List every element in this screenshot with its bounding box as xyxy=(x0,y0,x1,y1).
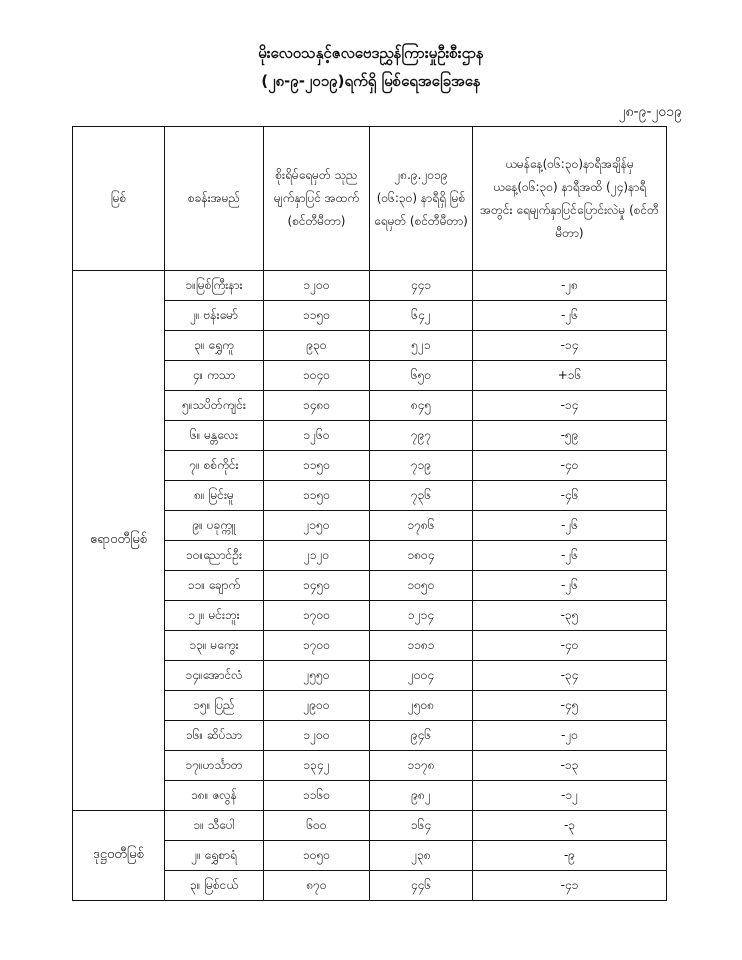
station-name: ၅။သပိတ်ကျင်း xyxy=(165,391,264,421)
danger-level: ၁၇၀၀ xyxy=(264,601,370,631)
river-name: ဒုဋ္ဌဝတီမြစ် xyxy=(73,811,165,901)
water-level: ၅၂၁ xyxy=(370,331,473,361)
danger-level: ၂၉၀၀ xyxy=(264,691,370,721)
level-change: -၂၆ xyxy=(473,571,667,601)
header-24h-change: ယမန်နေ့(၀၆:၃၀)နာရီအချိန်မှ ယနေ့(၀၆:၃၀) နာရီအထိ (၂၄)နာရီအတွင်း ရေမျက်နှာပြင်ပြောင်းလဲမှု (စင်တီမီတာ) xyxy=(473,127,667,271)
level-change: -၂၆ xyxy=(473,301,667,331)
danger-level: ၆၀၀ xyxy=(264,811,370,841)
station-name: ၁၀။ညောင်ဦး xyxy=(165,541,264,571)
danger-level: ၁၂၀၀ xyxy=(264,271,370,301)
station-name: ၁၁။ ချောက် xyxy=(165,571,264,601)
level-change: -၄၀ xyxy=(473,631,667,661)
station-name: ၂။ ရွှေစာရံ xyxy=(165,841,264,871)
station-name: ၁၈။ ဇလွန် xyxy=(165,781,264,811)
level-change: -၂၀ xyxy=(473,721,667,751)
river-name: ဧရာဝတီမြစ် xyxy=(73,271,165,811)
station-name: ၁၄။အောင်လံ xyxy=(165,661,264,691)
water-level: ၇၃၆ xyxy=(370,481,473,511)
water-level: ၉၈၂ xyxy=(370,781,473,811)
danger-level: ၁၁၅၀ xyxy=(264,301,370,331)
water-level: ၁၁၇၈ xyxy=(370,751,473,781)
danger-level: ၂၁၅၀ xyxy=(264,511,370,541)
level-change: -၁၂ xyxy=(473,781,667,811)
danger-level: ၂၅၅၀ xyxy=(264,661,370,691)
water-level: ၆၅၀ xyxy=(370,361,473,391)
danger-level: ၁၂၆၀ xyxy=(264,421,370,451)
level-change: -၃၅ xyxy=(473,601,667,631)
river-level-table xyxy=(72,126,667,901)
level-change: -၉ xyxy=(473,841,667,871)
station-name: ၁၆။ ဆိပ်သာ xyxy=(165,721,264,751)
station-name: ၄။ ကသာ xyxy=(165,361,264,391)
report-date: ၂၈-၉-၂၀၁၉ xyxy=(618,104,682,120)
water-level: ၂၅၀၈ xyxy=(370,691,473,721)
station-name: ၃။ မြစ်ငယ် xyxy=(165,871,264,901)
table-body xyxy=(73,271,667,901)
level-change: -၂၈ xyxy=(473,271,667,301)
water-level: ၉၄၆ xyxy=(370,721,473,751)
station-name: ၁၇။ဟင်္သာတ xyxy=(165,751,264,781)
water-level: ၁၁၈၁ xyxy=(370,631,473,661)
level-change: -၁၄ xyxy=(473,331,667,361)
level-change: -၁၄ xyxy=(473,391,667,421)
report-subtitle: (၂၈-၉-၂၀၁၉)ရက်ရှိ မြစ်ရေအခြေအနေ xyxy=(261,72,481,90)
water-level: ၄၄၆ xyxy=(370,871,473,901)
station-name: ၂။ ဗန်းမော် xyxy=(165,301,264,331)
level-change: -၅၉ xyxy=(473,421,667,451)
header-station: စခန်းအမည် xyxy=(165,127,264,271)
header-danger-level: စိုးရိမ်ရေမှတ် သုည မျက်နှာပြင် အထက် (စင်တီမီတာ) xyxy=(264,127,370,271)
table-row xyxy=(73,271,667,301)
station-name: ၁၅။ ပြည် xyxy=(165,691,264,721)
level-change: -၃ xyxy=(473,811,667,841)
level-change: -၄၁ xyxy=(473,871,667,901)
level-change: -၄၆ xyxy=(473,481,667,511)
level-change: -၄၅ xyxy=(473,691,667,721)
station-name: ၁။ သီပေါ xyxy=(165,811,264,841)
water-level: ၁၇၈၆ xyxy=(370,511,473,541)
station-name: ၃။ ရွှေကူ xyxy=(165,331,264,361)
station-name: ၁၂။ မင်းဘူး xyxy=(165,601,264,631)
station-name: ၇။ စစ်ကိုင်း xyxy=(165,451,264,481)
danger-level: ၁၀၅၀ xyxy=(264,841,370,871)
danger-level: ၈၇၀ xyxy=(264,871,370,901)
water-level: ၂၀၀၄ xyxy=(370,661,473,691)
header-row xyxy=(73,127,667,271)
station-name: ၁၃။ မကွေး xyxy=(165,631,264,661)
level-change: -၄၀ xyxy=(473,451,667,481)
level-change: -၂၆ xyxy=(473,511,667,541)
danger-level: ၁၃၄၂ xyxy=(264,751,370,781)
station-name: ၈။ မြင်းမူ xyxy=(165,481,264,511)
water-level: ၇၉၇ xyxy=(370,421,473,451)
danger-level: ၁၁၆၀ xyxy=(264,781,370,811)
table-row xyxy=(73,811,667,841)
danger-level: ၁၁၅၀ xyxy=(264,481,370,511)
level-change: -၁၃ xyxy=(473,751,667,781)
station-name: ၆။ မန္တလေး xyxy=(165,421,264,451)
header-water-level: ၂၈.၉.၂၀၁၉ (၀၆:၃၀) နာရီရှိ မြစ်ရေမှတ် (စင်တီမီတာ) xyxy=(370,127,473,271)
report-title: မိုးလေဝသနှင့်ဇလဗေဒညွှန်ကြားမှုဦးစီးဌာန xyxy=(258,44,484,62)
danger-level: ၂၁၂၀ xyxy=(264,541,370,571)
station-name: ၁။မြစ်ကြီးနား xyxy=(165,271,264,301)
danger-level: ၁၇၀၀ xyxy=(264,631,370,661)
header-river: မြစ် xyxy=(73,127,165,271)
danger-level: ၁၀၄၀ xyxy=(264,361,370,391)
water-level: ၂၃၈ xyxy=(370,841,473,871)
level-change: -၃၄ xyxy=(473,661,667,691)
water-level: ၁၂၁၄ xyxy=(370,601,473,631)
water-level: ၁၀၅၀ xyxy=(370,571,473,601)
water-level: ၁၆၄ xyxy=(370,811,473,841)
danger-level: ၁၄၅၀ xyxy=(264,571,370,601)
water-level: ၇၁၉ xyxy=(370,451,473,481)
danger-level: ၁၂၀၀ xyxy=(264,721,370,751)
water-level: ၆၄၂ xyxy=(370,301,473,331)
danger-level: ၁၁၅၀ xyxy=(264,451,370,481)
danger-level: ၁၄၈၀ xyxy=(264,391,370,421)
water-level: ၁၈၀၄ xyxy=(370,541,473,571)
level-change: +၁၆ xyxy=(473,361,667,391)
danger-level: ၉၃၀ xyxy=(264,331,370,361)
water-level: ၈၄၅ xyxy=(370,391,473,421)
water-level: ၄၄၁ xyxy=(370,271,473,301)
station-name: ၉။ ပခုက္ကူ xyxy=(165,511,264,541)
level-change: -၂၆ xyxy=(473,541,667,571)
